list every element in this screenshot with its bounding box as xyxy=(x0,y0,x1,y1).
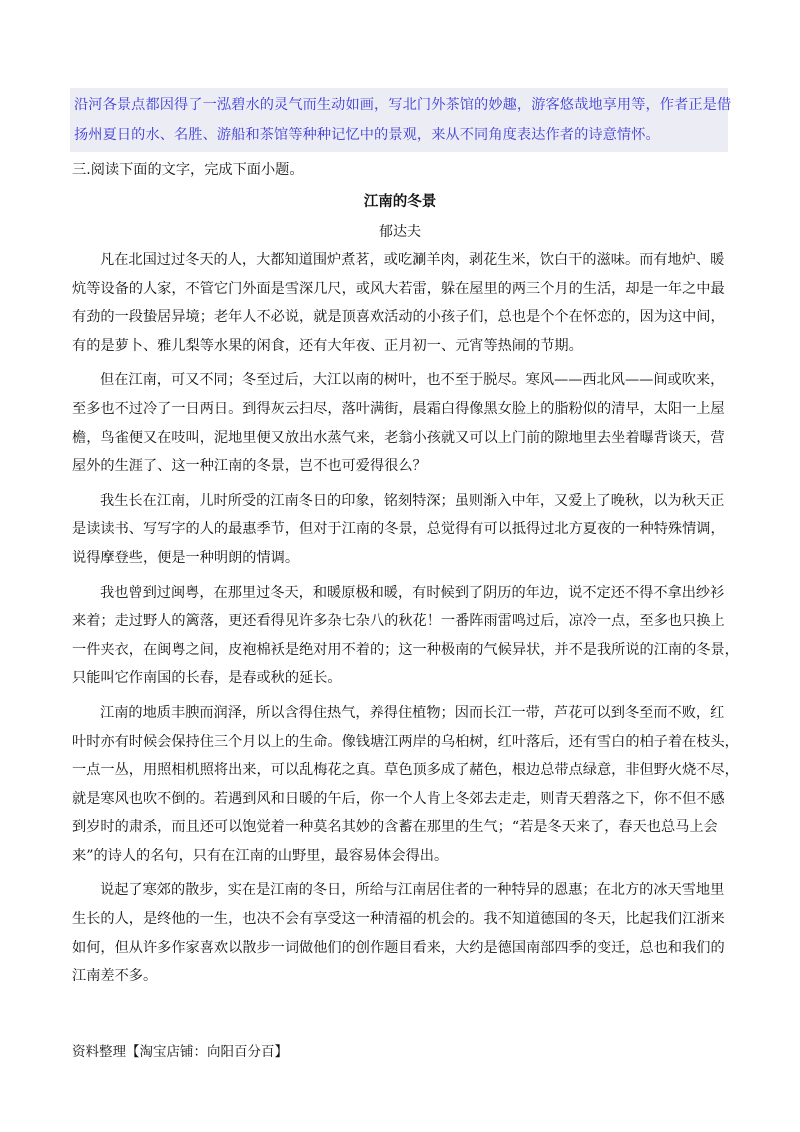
answer-line: 沿河各景点都因得了一泓碧水的灵气而生动如画，写北门外茶馆的妙趣，游客悠哉地享用等，作者正是借 xyxy=(74,97,732,113)
paragraph-line: 说起了寒郊的散步，实在是江南的冬日，所给与江南居住者的一种特异的恩惠；在北方的冰天雪地里 xyxy=(100,882,725,899)
paragraph-line: 但在江南，可又不同；冬至过后，大江以南的树叶，也不至于脱尽。寒风——西北风——间或吹来， xyxy=(100,372,725,389)
article-paragraph xyxy=(72,579,739,693)
paragraph-line: 江南的地质丰腴而润泽，所以含得住热气，养得住植物；因而长江一带，芦花可以到冬至而不败，红 xyxy=(100,704,725,721)
article-author: 郁达夫 xyxy=(379,224,421,240)
footer-source-note: 资料整理【淘宝店铺：向阳百分百】 xyxy=(72,1044,288,1060)
paragraph-line: 就是寒风也吹不倒的。若遇到风和日暖的午后，你一个人肯上冬郊去走走，则青天碧落之下，你不但不感 xyxy=(72,790,725,807)
answer-highlight xyxy=(70,88,732,152)
paragraph-line: 来”的诗人的名句，只有在江南的山野里，最容易体会得出。 xyxy=(72,847,449,864)
paragraph-line: 凡在北国过过冬天的人，大都知道围炉煮茗，或吃涮羊肉，剥花生米，饮白干的滋味。而有地炉、暖 xyxy=(100,252,725,268)
article-title: 江南的冬景 xyxy=(363,194,437,210)
article-paragraph xyxy=(72,246,728,360)
article-paragraph xyxy=(72,699,739,871)
paragraph-line: 一件夹衣，在闽粤之间，皮袍棉袄是绝对用不着的；这一种极南的气候异状，并不是我所说的江南的冬景， xyxy=(72,641,739,658)
article-body xyxy=(72,246,739,997)
answer-line: 扬州夏日的水、名胜、游船和茶馆等种种记忆中的景观，来从不同角度表达作者的诗意情怀。 xyxy=(74,127,660,143)
question-heading: 三.阅读下面的文字，完成下面小题。 xyxy=(72,162,304,178)
paragraph-line: 檐，鸟雀便又在吱叫，泥地里便又放出水蒸气来，老翁小孩就又可以上门前的隙地里去坐着曝背谈天，营 xyxy=(72,429,725,446)
paragraph-line: 叶时亦有时候会保持住三个月以上的生命。像钱塘江两岸的乌桕树，红叶落后，还有雪白的柏子着在枝头， xyxy=(72,733,739,750)
paragraph-line: 我也曾到过闽粤，在那里过冬天，和暖原极和暖，有时候到了阴历的年边，说不定还不得不拿出纱衫 xyxy=(100,584,725,601)
paragraph-line: 到岁时的肃杀，而且还可以饱觉着一种莫名其妙的含蓄在那里的生气；“若是冬天来了，春天也总马上会 xyxy=(72,819,718,836)
paragraph-line: 一点一丛，用照相机照将出来，可以乱梅花之真。草色顶多成了赭色，根边总带点绿意，非但野火烧不尽， xyxy=(72,762,739,779)
paragraph-line: 炕等设备的人家，不管它门外面是雪深几尺，或风大若雷，躲在屋里的两三个月的生活，却是一年之中最 xyxy=(72,280,725,297)
paragraph-line: 江南差不多。 xyxy=(72,968,158,985)
article-paragraph xyxy=(72,487,728,573)
paragraph-line: 是读读书、写写字的人的最惠季节，但对于江南的冬景，总觉得有可以抵得过北方夏夜的一种特殊情调， xyxy=(72,521,725,538)
paragraph-line: 生长的人，是终他的一生，也决不会有享受这一种清福的机会的。我不知道德国的冬天，比起我们江浙来 xyxy=(72,911,725,928)
paragraph-line: 屋外的生涯了、这一种江南的冬景，岂不也可爱得很么？ xyxy=(72,458,427,475)
paragraph-line: 说得摩登些，便是一种明朗的情调。 xyxy=(72,549,300,566)
paragraph-line: 至多也不过冷了一日两日。到得灰云扫尽，落叶满街，晨霜白得像黑女脸上的脂粉似的清早，太阳一上屋 xyxy=(72,400,725,417)
article-paragraph xyxy=(72,366,728,480)
paragraph-line: 有的是萝卜、雅儿梨等水果的闲食，还有大年夜、正月初一、元宵等热闹的节期。 xyxy=(72,337,583,354)
paragraph-line: 我生长在江南，儿时所受的江南冬日的印象，铭刻特深；虽则渐入中年，又爱上了晚秋，以为秋天正 xyxy=(100,492,725,509)
paragraph-line: 如何，但从许多作家喜欢以散步一词做他们的创作题目看来，大约是德国南部四季的变迁，总也和我们的 xyxy=(72,939,725,956)
paragraph-line: 有劲的一段蛰居异境；老年人不必说，就是顶喜欢活动的小孩子们，总也是个个在怀恋的，因为这中间， xyxy=(72,309,725,326)
paragraph-line: 只能叫它作南国的长春，是春或秋的延长。 xyxy=(72,670,342,687)
paragraph-line: 来着；走过野人的篱落，更还看得见许多杂七杂八的秋花！一番阵雨雷鸣过后，凉冷一点，至多也只换上 xyxy=(72,613,725,630)
article-paragraph xyxy=(72,876,728,990)
